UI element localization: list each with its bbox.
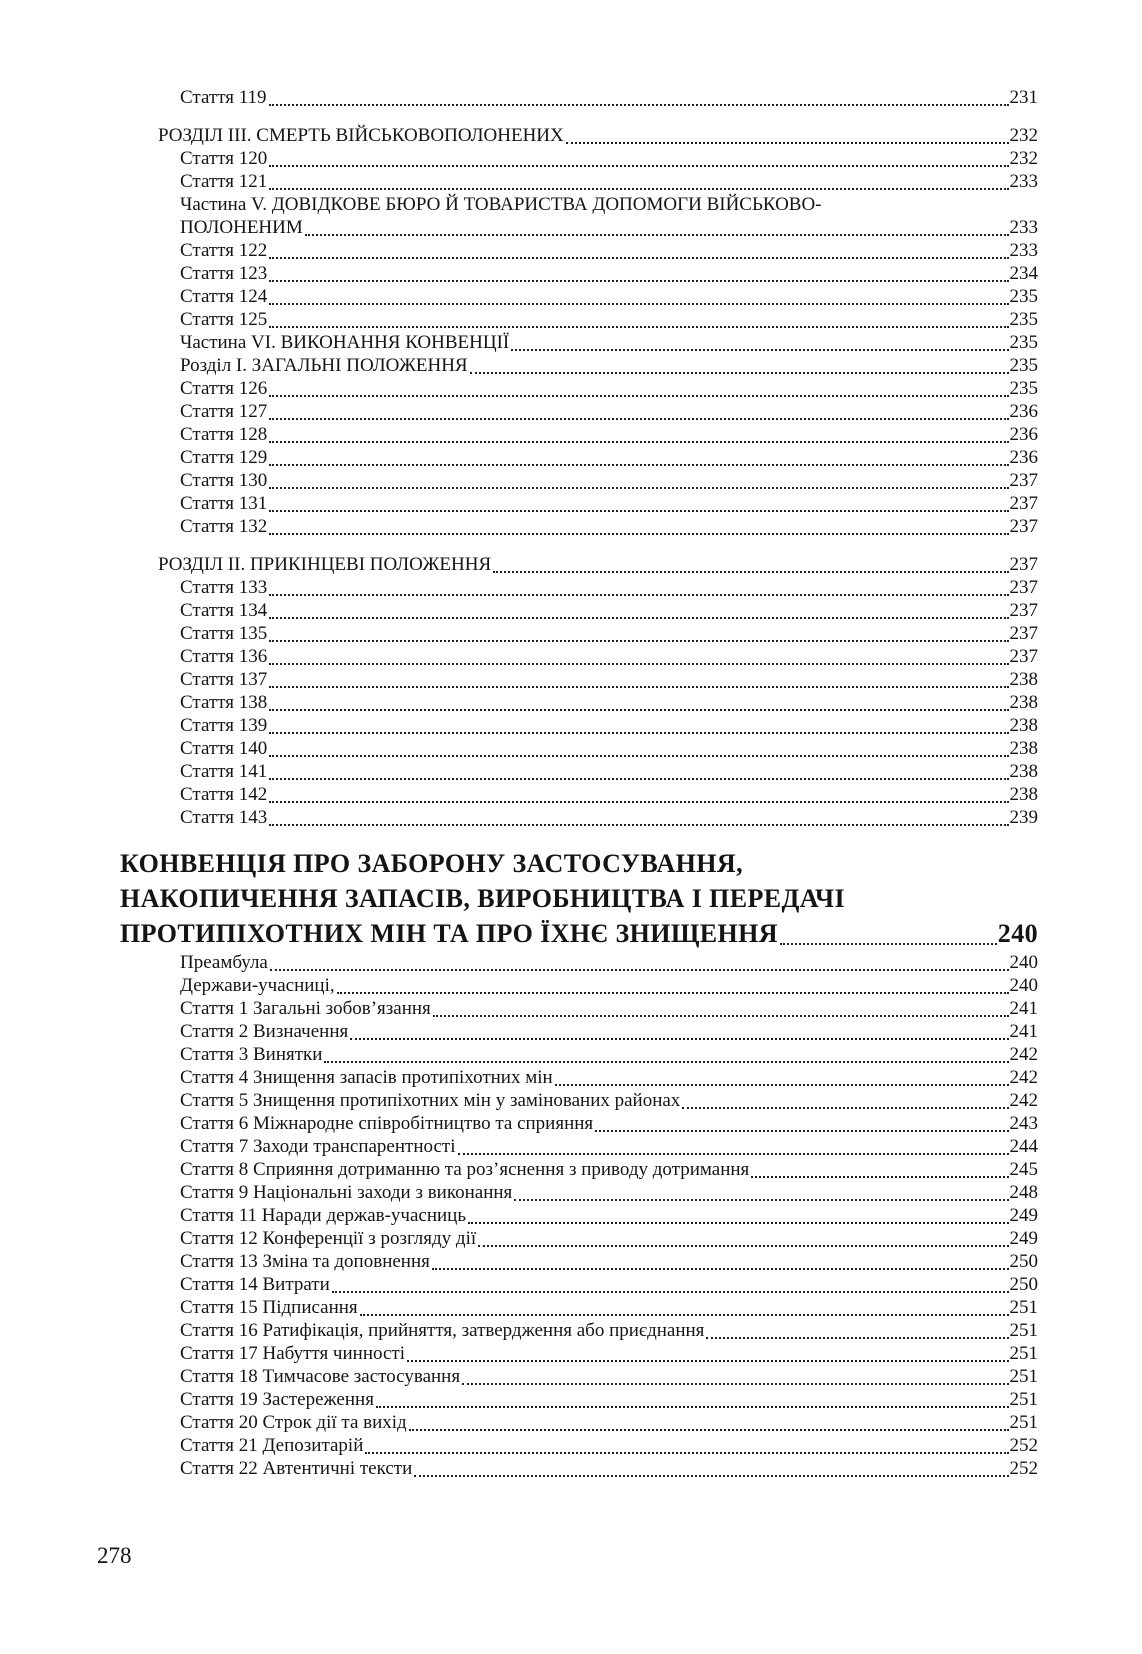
toc-entry <box>120 974 1038 997</box>
dot-leader <box>270 969 1009 971</box>
toc-entry <box>120 846 1038 951</box>
toc-entry-page: 233 <box>1009 217 1038 238</box>
toc-entry-row <box>120 1388 1038 1411</box>
toc-entry-page: 240 <box>1009 952 1038 973</box>
toc-entry-row <box>120 1181 1038 1204</box>
dot-leader <box>305 234 1009 236</box>
toc-entry-label: Стаття 131 <box>180 493 268 514</box>
toc-entry-page: 252 <box>1009 1458 1038 1479</box>
dot-leader <box>269 441 1008 443</box>
toc-entry <box>120 1204 1038 1227</box>
toc-entry-page: 242 <box>1009 1067 1038 1088</box>
toc-entry-row <box>120 446 1038 469</box>
toc-entry <box>120 1342 1038 1365</box>
toc-entry <box>120 783 1038 806</box>
toc-entry <box>120 1112 1038 1135</box>
dot-leader <box>337 992 1009 994</box>
toc-entry <box>120 285 1038 308</box>
toc-entry <box>120 331 1038 354</box>
toc-entry-label: Стаття 141 <box>180 761 268 782</box>
toc-entry-page: 238 <box>1009 784 1038 805</box>
toc-entry-page: 245 <box>1009 1159 1038 1180</box>
toc-entry-page: 236 <box>1009 401 1038 422</box>
toc-entry-label: Стаття 14 Витрати <box>180 1274 330 1295</box>
toc-entry <box>120 1089 1038 1112</box>
toc-entry-page: 235 <box>1009 286 1038 307</box>
dot-leader <box>269 640 1008 642</box>
toc-entry-page: 237 <box>1009 516 1038 537</box>
toc-entry-row <box>120 262 1038 285</box>
toc-entry-row <box>120 377 1038 400</box>
dot-leader <box>269 464 1008 466</box>
dot-leader <box>269 709 1008 711</box>
toc-entry-row <box>120 1457 1038 1480</box>
toc-entry <box>120 1457 1038 1480</box>
dot-leader <box>269 801 1008 803</box>
toc-entry-label-line: НАКОПИЧЕННЯ ЗАПАСІВ, ВИРОБНИЦТВА І ПЕРЕДАЧІ <box>120 884 846 913</box>
toc-entry-page: 250 <box>1009 1274 1038 1295</box>
toc-entry-row <box>120 1227 1038 1250</box>
toc-entry-page: 250 <box>1009 1251 1038 1272</box>
dot-leader <box>751 1176 1008 1178</box>
toc-entry-page: 251 <box>1009 1320 1038 1341</box>
toc-entry <box>120 170 1038 193</box>
dot-leader <box>360 1314 1009 1316</box>
toc-entry-label: Стаття 122 <box>180 240 268 261</box>
toc-entry <box>120 1066 1038 1089</box>
dot-leader <box>269 487 1008 489</box>
toc-entry-label: Стаття 12 Конференції з розгляду дії <box>180 1228 477 1249</box>
toc-entry-label: РОЗДІЛ III. СМЕРТЬ ВІЙСЬКОВОПОЛОНЕНИХ <box>158 125 564 146</box>
toc-entry <box>120 1365 1038 1388</box>
toc-entry-page: 242 <box>1009 1044 1038 1065</box>
toc-entry-row <box>120 599 1038 622</box>
toc-entry-label: Стаття 126 <box>180 378 268 399</box>
toc-entry-label-line: КОНВЕНЦІЯ ПРО ЗАБОРОНУ ЗАСТОСУВАННЯ, <box>120 849 743 878</box>
toc-entry-row <box>120 1089 1038 1112</box>
dot-leader <box>511 349 1008 351</box>
toc-entry-row <box>120 354 1038 377</box>
toc-entry-row <box>120 515 1038 538</box>
table-of-contents <box>120 86 1038 1480</box>
toc-entry <box>120 1227 1038 1250</box>
toc-entry <box>120 737 1038 760</box>
dot-leader <box>269 755 1008 757</box>
toc-entry-label: Стаття 133 <box>180 577 268 598</box>
toc-entry-label: Преамбула <box>180 952 268 973</box>
toc-entry-label: Стаття 9 Національні заходи з виконання <box>180 1182 513 1203</box>
toc-entry-label: Стаття 132 <box>180 516 268 537</box>
toc-entry-row <box>120 645 1038 668</box>
toc-entry-label: Держави-учасниці, <box>180 975 335 996</box>
toc-entry <box>120 1411 1038 1434</box>
dot-leader <box>376 1406 1009 1408</box>
toc-entry <box>120 1250 1038 1273</box>
toc-entry-page: 232 <box>1009 148 1038 169</box>
toc-entry-page: 249 <box>1009 1205 1038 1226</box>
dot-leader <box>682 1107 1008 1109</box>
dot-leader <box>478 1245 1008 1247</box>
toc-entry <box>120 423 1038 446</box>
toc-entry-page: 237 <box>1009 554 1038 575</box>
toc-entry-page: 235 <box>1009 309 1038 330</box>
toc-entry-page: 235 <box>1009 355 1038 376</box>
toc-entry-page: 235 <box>1009 332 1038 353</box>
toc-entry-label: РОЗДІЛ II. ПРИКІНЦЕВІ ПОЛОЖЕННЯ <box>158 554 492 575</box>
dot-leader <box>468 1222 1008 1224</box>
toc-entry-label: Стаття 142 <box>180 784 268 805</box>
toc-entry-page: 251 <box>1009 1343 1038 1364</box>
dot-leader <box>269 778 1008 780</box>
toc-entry-page: 231 <box>1009 87 1038 108</box>
toc-entry-row <box>120 783 1038 806</box>
dot-leader <box>269 418 1008 420</box>
dot-leader <box>470 372 1009 374</box>
toc-entry-page: 238 <box>1009 715 1038 736</box>
toc-entry-label: Стаття 139 <box>180 715 268 736</box>
toc-entry-page: 233 <box>1009 171 1038 192</box>
toc-entry-row <box>120 553 1038 576</box>
toc-entry-label: Стаття 17 Набуття чинності <box>180 1343 405 1364</box>
toc-entry-row <box>120 239 1038 262</box>
toc-entry <box>120 515 1038 538</box>
dot-leader <box>269 104 1009 106</box>
toc-entry-row <box>120 216 1038 239</box>
toc-entry <box>120 86 1038 109</box>
toc-entry <box>120 446 1038 469</box>
toc-entry-page: 236 <box>1009 447 1038 468</box>
toc-entry-row <box>120 308 1038 331</box>
toc-entry-page: 251 <box>1009 1297 1038 1318</box>
toc-entry <box>120 1043 1038 1066</box>
toc-entry-row <box>120 668 1038 691</box>
toc-entry-label: Стаття 6 Міжнародне співробітництво та сприяння <box>180 1113 594 1134</box>
toc-entry <box>120 1020 1038 1043</box>
toc-entry-label-line: Частина V. ДОВІДКОВЕ БЮРО Й ТОВАРИСТВА ДОПОМОГИ ВІЙСЬКОВО- <box>180 194 822 215</box>
toc-entry-page: 248 <box>1009 1182 1038 1203</box>
toc-entry <box>120 308 1038 331</box>
toc-entry-row <box>120 1020 1038 1043</box>
toc-entry-page: 232 <box>1009 125 1038 146</box>
toc-entry-page: 242 <box>1009 1090 1038 1111</box>
toc-entry <box>120 951 1038 974</box>
toc-entry <box>120 599 1038 622</box>
toc-entry-label: Стаття 121 <box>180 171 268 192</box>
toc-entry <box>120 1319 1038 1342</box>
dot-leader <box>409 1429 1009 1431</box>
toc-entry <box>120 193 1038 239</box>
toc-entry-page: 237 <box>1009 493 1038 514</box>
toc-entry <box>120 1135 1038 1158</box>
toc-entry-row <box>120 423 1038 446</box>
toc-entry-row <box>120 1434 1038 1457</box>
toc-entry-label: ПОЛОНЕНИМ <box>180 217 303 238</box>
toc-entry-page: 240 <box>997 919 1038 948</box>
toc-entry-page: 251 <box>1009 1366 1038 1387</box>
toc-entry-page: 251 <box>1009 1389 1038 1410</box>
toc-entry <box>120 760 1038 783</box>
toc-entry-row <box>120 147 1038 170</box>
toc-entry-row <box>120 1112 1038 1135</box>
toc-entry-row <box>120 806 1038 829</box>
toc-entry-page: 238 <box>1009 738 1038 759</box>
toc-entry-row <box>120 997 1038 1020</box>
toc-entry-label: Стаття 123 <box>180 263 268 284</box>
toc-entry-row <box>120 760 1038 783</box>
dot-leader <box>269 395 1008 397</box>
toc-entry-row <box>120 576 1038 599</box>
toc-entry-row <box>120 916 1038 951</box>
toc-entry <box>120 124 1038 147</box>
dot-leader <box>269 732 1008 734</box>
toc-entry <box>120 691 1038 714</box>
toc-entry <box>120 1273 1038 1296</box>
toc-entry-row <box>120 1296 1038 1319</box>
toc-entry <box>120 469 1038 492</box>
toc-entry-label: Стаття 20 Строк дії та вихід <box>180 1412 407 1433</box>
toc-entry-row <box>120 1411 1038 1434</box>
toc-entry-label: Стаття 134 <box>180 600 268 621</box>
toc-entry-page: 238 <box>1009 669 1038 690</box>
toc-entry-label: Стаття 136 <box>180 646 268 667</box>
toc-entry-row <box>120 974 1038 997</box>
dot-leader <box>269 326 1008 328</box>
toc-entry <box>120 262 1038 285</box>
dot-leader <box>269 188 1008 190</box>
toc-entry <box>120 354 1038 377</box>
toc-entry-row <box>120 469 1038 492</box>
toc-entry-row <box>120 1250 1038 1273</box>
toc-entry-label: Стаття 16 Ратифікація, прийняття, затвердження або приєднання <box>180 1320 705 1341</box>
toc-entry-page: 237 <box>1009 577 1038 598</box>
toc-entry-row <box>120 86 1038 109</box>
toc-entry-page: 235 <box>1009 378 1038 399</box>
toc-entry <box>120 1434 1038 1457</box>
toc-entry-label: Стаття 137 <box>180 669 268 690</box>
toc-entry-page: 252 <box>1009 1435 1038 1456</box>
toc-entry <box>120 400 1038 423</box>
toc-entry <box>120 377 1038 400</box>
toc-entry-page: 243 <box>1009 1113 1038 1134</box>
toc-entry-row <box>120 691 1038 714</box>
toc-entry-page: 237 <box>1009 470 1038 491</box>
toc-entry-label: Стаття 11 Наради держав-учасниць <box>180 1205 467 1226</box>
toc-entry-row <box>120 714 1038 737</box>
toc-entry-row <box>120 492 1038 515</box>
toc-entry <box>120 492 1038 515</box>
toc-entry-page: 241 <box>1009 1021 1038 1042</box>
toc-entry-label: Стаття 124 <box>180 286 268 307</box>
footer-page-number: 278 <box>97 1543 132 1568</box>
toc-entry-label: Стаття 119 <box>180 87 267 108</box>
dot-leader <box>269 594 1008 596</box>
toc-entry-row <box>120 737 1038 760</box>
toc-entry <box>120 997 1038 1020</box>
toc-entry-page: 249 <box>1009 1228 1038 1249</box>
toc-entry-row <box>120 285 1038 308</box>
dot-leader <box>432 1268 1009 1270</box>
toc-entry-row <box>120 951 1038 974</box>
dot-leader <box>269 824 1008 826</box>
dot-leader <box>458 1153 1009 1155</box>
toc-entry <box>120 645 1038 668</box>
toc-entry-page: 233 <box>1009 240 1038 261</box>
dot-leader <box>269 663 1008 665</box>
toc-entry-page: 240 <box>1009 975 1038 996</box>
toc-entry-label: Стаття 21 Депозитарій <box>180 1435 364 1456</box>
toc-entry-label: Стаття 125 <box>180 309 268 330</box>
toc-entry-label: Стаття 129 <box>180 447 268 468</box>
toc-entry-label: ПРОТИПІХОТНИХ МІН ТА ПРО ЇХНЄ ЗНИЩЕННЯ <box>120 919 778 948</box>
toc-entry <box>120 553 1038 576</box>
toc-entry-label: Стаття 5 Знищення протипіхотних мін у замінованих районах <box>180 1090 681 1111</box>
toc-entry-label: Стаття 2 Визначення <box>180 1021 349 1042</box>
toc-entry-row <box>120 1365 1038 1388</box>
toc-entry-row <box>120 1043 1038 1066</box>
dot-leader <box>555 1084 1009 1086</box>
toc-entry-label: Стаття 13 Зміна та доповнення <box>180 1251 430 1272</box>
dot-leader <box>269 533 1008 535</box>
dot-leader <box>269 617 1008 619</box>
toc-entry-label: Стаття 127 <box>180 401 268 422</box>
toc-entry-label: Стаття 135 <box>180 623 268 644</box>
dot-leader <box>269 257 1008 259</box>
toc-entry-label: Стаття 22 Автентичні тексти <box>180 1458 413 1479</box>
toc-entry-page: 238 <box>1009 692 1038 713</box>
toc-entry-page: 234 <box>1009 263 1038 284</box>
toc-entry-label: Стаття 120 <box>180 148 268 169</box>
toc-entry-page: 237 <box>1009 600 1038 621</box>
toc-entry-label: Стаття 128 <box>180 424 268 445</box>
toc-entry-row <box>120 1158 1038 1181</box>
toc-entry-label: Стаття 140 <box>180 738 268 759</box>
toc-entry-label: Стаття 143 <box>180 807 268 828</box>
toc-entry-label: Стаття 19 Застереження <box>180 1389 374 1410</box>
toc-entry-label: Стаття 15 Підписання <box>180 1297 358 1318</box>
dot-leader <box>332 1291 1009 1293</box>
toc-entry-page: 239 <box>1009 807 1038 828</box>
dot-leader <box>269 165 1008 167</box>
toc-entry-row <box>120 1319 1038 1342</box>
toc-entry-page: 237 <box>1009 623 1038 644</box>
dot-leader <box>269 686 1008 688</box>
dot-leader <box>269 510 1008 512</box>
toc-entry-label: Стаття 1 Загальні зобов’язання <box>180 998 431 1019</box>
toc-entry-row <box>120 1273 1038 1296</box>
dot-leader <box>595 1130 1008 1132</box>
dot-leader <box>462 1383 1008 1385</box>
toc-entry-label: Частина VI. ВИКОНАННЯ КОНВЕНЦІЇ <box>180 332 510 353</box>
dot-leader <box>706 1337 1008 1339</box>
toc-entry-page: 241 <box>1009 998 1038 1019</box>
toc-entry <box>120 576 1038 599</box>
toc-entry-page: 238 <box>1009 761 1038 782</box>
toc-entry <box>120 806 1038 829</box>
toc-entry-label: Стаття 8 Сприяння дотриманню та роз’яснення з приводу дотримання <box>180 1159 750 1180</box>
dot-leader <box>350 1038 1008 1040</box>
dot-leader <box>407 1360 1009 1362</box>
toc-entry-label: Стаття 4 Знищення запасів протипіхотних мін <box>180 1067 553 1088</box>
toc-entry-row <box>120 622 1038 645</box>
dot-leader <box>324 1061 1008 1063</box>
toc-entry-page: 251 <box>1009 1412 1038 1433</box>
toc-entry <box>120 668 1038 691</box>
toc-entry-label: Стаття 7 Заходи транспарентності <box>180 1136 456 1157</box>
dot-leader <box>269 280 1008 282</box>
toc-entry <box>120 1181 1038 1204</box>
toc-entry <box>120 622 1038 645</box>
dot-leader <box>433 1015 1009 1017</box>
dot-leader <box>780 943 997 945</box>
toc-entry-page: 244 <box>1009 1136 1038 1157</box>
toc-entry-row <box>120 400 1038 423</box>
toc-entry-label: Стаття 3 Винятки <box>180 1044 323 1065</box>
toc-entry-label: Стаття 18 Тимчасове застосування <box>180 1366 461 1387</box>
toc-entry-row <box>120 1204 1038 1227</box>
toc-entry-page: 237 <box>1009 646 1038 667</box>
dot-leader <box>365 1452 1008 1454</box>
toc-entry <box>120 1388 1038 1411</box>
toc-entry-label: Розділ I. ЗАГАЛЬНІ ПОЛОЖЕННЯ <box>180 355 468 376</box>
toc-entry <box>120 147 1038 170</box>
dot-leader <box>566 142 1009 144</box>
toc-entry <box>120 1296 1038 1319</box>
dot-leader <box>269 303 1008 305</box>
toc-entry-row <box>120 1066 1038 1089</box>
dot-leader <box>514 1199 1008 1201</box>
toc-entry-row <box>120 170 1038 193</box>
toc-entry-label: Стаття 130 <box>180 470 268 491</box>
toc-entry-label: Стаття 138 <box>180 692 268 713</box>
dot-leader <box>493 571 1008 573</box>
toc-entry <box>120 1158 1038 1181</box>
toc-entry-row <box>120 1342 1038 1365</box>
toc-entry-row <box>120 1135 1038 1158</box>
toc-entry-page: 236 <box>1009 424 1038 445</box>
toc-entry-row <box>120 331 1038 354</box>
toc-entry <box>120 239 1038 262</box>
toc-entry <box>120 714 1038 737</box>
toc-entry-row <box>120 124 1038 147</box>
dot-leader <box>414 1475 1008 1477</box>
